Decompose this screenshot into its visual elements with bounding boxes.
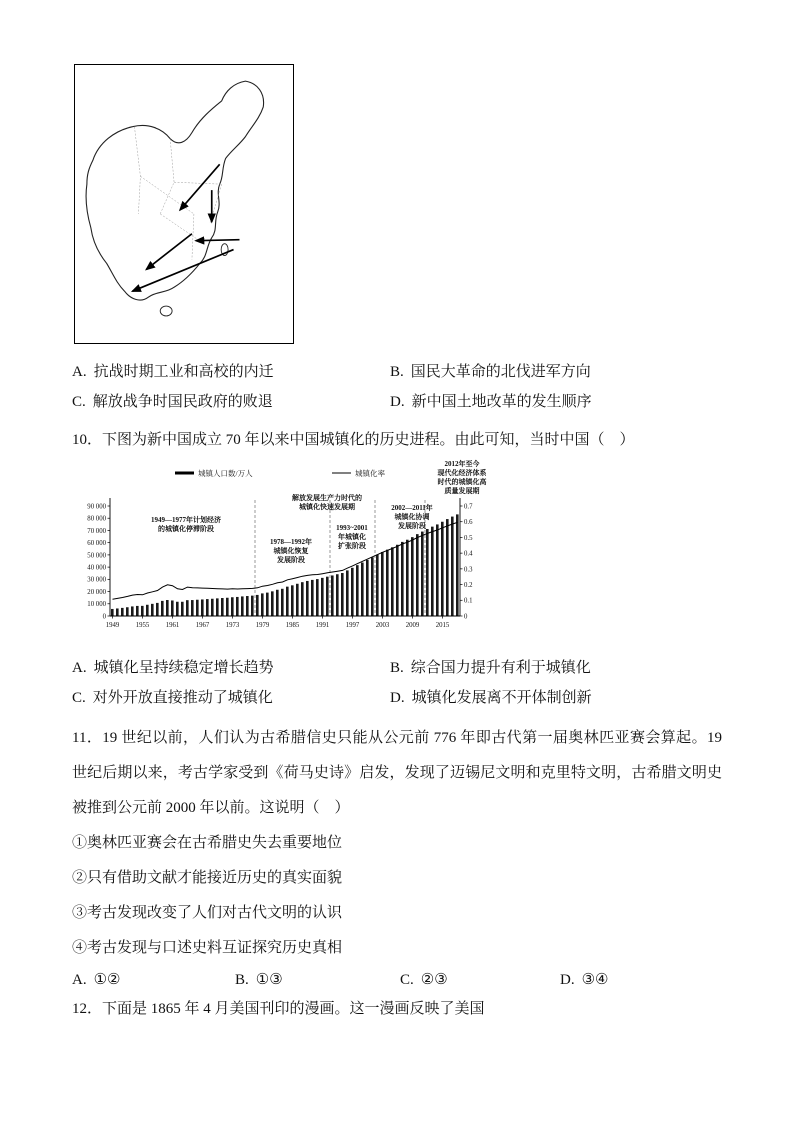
option-label: D. <box>390 689 405 706</box>
svg-text:40 000: 40 000 <box>87 564 106 572</box>
q11-option-c <box>400 970 560 991</box>
option-text: 抗战时期工业和高校的内迁 <box>93 364 274 380</box>
option-text: 解放战争时国民政府的败退 <box>92 394 273 410</box>
svg-text:0.3: 0.3 <box>464 565 473 573</box>
svg-text:50 000: 50 000 <box>87 551 106 559</box>
china-outline <box>86 81 263 300</box>
option-text: ②③ <box>420 971 448 988</box>
q10-urbanization-chart <box>80 458 516 646</box>
option-label: A. <box>72 971 87 988</box>
svg-text:2015: 2015 <box>435 621 450 629</box>
svg-text:城镇人口数/万人: 城镇人口数/万人 <box>198 468 253 478</box>
china-map <box>75 65 293 343</box>
svg-text:年城镇化: 年城镇化 <box>338 532 366 541</box>
q9-option-d <box>390 392 722 413</box>
svg-text:解放发展生产力时代的: 解放发展生产力时代的 <box>292 493 362 502</box>
option-label: B. <box>235 971 249 988</box>
svg-text:1967: 1967 <box>195 621 210 629</box>
q10-option-c <box>72 688 390 709</box>
svg-text:1997: 1997 <box>345 621 360 629</box>
svg-text:1955: 1955 <box>135 621 150 629</box>
q9-option-c <box>72 392 390 413</box>
svg-text:现代化经济体系: 现代化经济体系 <box>437 468 487 477</box>
svg-text:0.1: 0.1 <box>464 597 473 605</box>
svg-text:60 000: 60 000 <box>87 539 106 547</box>
option-text: ①③ <box>255 971 283 988</box>
q11-option-a <box>72 970 235 991</box>
option-label: B. <box>390 364 404 380</box>
q11-option-d <box>560 970 722 991</box>
q11-item-4: ④考古发现与口述史料互证探究历史真相 <box>72 939 343 956</box>
svg-text:80 000: 80 000 <box>87 515 106 523</box>
svg-text:1979: 1979 <box>255 621 270 629</box>
option-text: 城镇化呈持续稳定增长趋势 <box>93 659 274 676</box>
q11-options <box>72 970 722 991</box>
svg-text:1961: 1961 <box>165 621 180 629</box>
q10-option-d <box>390 688 722 709</box>
svg-text:0: 0 <box>464 612 468 620</box>
svg-text:20 000: 20 000 <box>87 588 106 596</box>
svg-text:1949—1977年计划经济: 1949—1977年计划经济 <box>151 515 221 524</box>
q10-option-a <box>72 658 390 679</box>
option-label: C. <box>72 394 86 410</box>
svg-text:扩张阶段: 扩张阶段 <box>338 541 366 550</box>
option-text: 新中国土地改革的发生顺序 <box>411 394 592 410</box>
q11-item-1: ①奥林匹亚赛会在古希腊史失去重要地位 <box>72 834 343 851</box>
q10-stem: 10．下图为新中国成立 70 年以来中国城镇化的历史进程。由此可知，当时中国（ ） <box>72 432 635 448</box>
q10-option-b <box>390 658 722 679</box>
q11-stem: 11．19 世纪以前，人们认为古希腊信史只能从公元前 776 年即古代第一届奥林匹亚赛会算起。19 世纪后期以来，考古学家受到《荷马史诗》启发，发现了迈锡尼文明和克里特文明，古希腊文明史被推到公元前 2000 年以前。这说明（ ） <box>72 729 722 816</box>
migration-arrows <box>132 164 239 291</box>
svg-text:发展阶段: 发展阶段 <box>398 521 426 530</box>
svg-text:0.5: 0.5 <box>464 534 473 542</box>
q9-options <box>72 362 722 413</box>
svg-text:1985: 1985 <box>285 621 300 629</box>
svg-text:0.7: 0.7 <box>464 502 473 510</box>
svg-text:0: 0 <box>102 612 106 620</box>
svg-text:0.2: 0.2 <box>464 581 473 589</box>
svg-text:1993~2001: 1993~2001 <box>336 523 368 532</box>
urbanization-chart-svg <box>80 458 516 646</box>
q9-option-b <box>390 362 722 383</box>
svg-text:1949: 1949 <box>105 621 120 629</box>
svg-text:0.6: 0.6 <box>464 518 473 526</box>
q11-item-3: ③考古发现改变了人们对古代文明的认识 <box>72 904 343 921</box>
svg-text:2002—2011年: 2002—2011年 <box>391 503 433 512</box>
svg-text:70 000: 70 000 <box>87 527 106 535</box>
q10-options <box>72 658 722 709</box>
svg-text:发展阶段: 发展阶段 <box>277 555 305 564</box>
option-label: A. <box>72 659 87 676</box>
svg-text:1991: 1991 <box>315 621 330 629</box>
svg-text:1973: 1973 <box>225 621 240 629</box>
q9-china-map-figure <box>74 64 294 344</box>
svg-text:城镇化恢复: 城镇化恢复 <box>273 546 309 555</box>
svg-text:2009: 2009 <box>405 621 420 629</box>
option-label: C. <box>400 971 414 988</box>
svg-text:90 000: 90 000 <box>87 502 106 510</box>
option-text: ①② <box>93 971 121 988</box>
option-label: B. <box>390 659 404 676</box>
option-text: 国民大革命的北伐进军方向 <box>410 364 591 380</box>
q12-stem: 12．下面是 1865 年 4 月美国刊印的漫画。这一漫画反映了美国 <box>72 1000 485 1017</box>
option-text: 综合国力提升有利于城镇化 <box>410 659 591 676</box>
svg-text:时代的城镇化高: 时代的城镇化高 <box>437 477 487 486</box>
option-label: C. <box>72 689 86 706</box>
svg-text:30 000: 30 000 <box>87 576 106 584</box>
svg-text:2012年至今: 2012年至今 <box>444 459 480 468</box>
q11-item-2: ②只有借助文献才能接近历史的真实面貌 <box>72 869 343 886</box>
svg-text:0.4: 0.4 <box>464 550 473 558</box>
hainan-island <box>160 306 172 316</box>
svg-text:2003: 2003 <box>375 621 390 629</box>
svg-text:城镇化协调: 城镇化协调 <box>394 512 430 521</box>
svg-text:质量发展期: 质量发展期 <box>444 486 480 495</box>
option-text: ③④ <box>581 971 609 988</box>
option-label: A. <box>72 364 87 380</box>
svg-text:10 000: 10 000 <box>87 600 106 608</box>
svg-text:的城镇化停滞阶段: 的城镇化停滞阶段 <box>158 524 214 533</box>
q11-option-b <box>235 970 400 991</box>
option-label: D. <box>390 394 405 410</box>
option-label: D. <box>560 971 575 988</box>
svg-text:城镇化快速发展期: 城镇化快速发展期 <box>299 502 355 511</box>
svg-text:1978—1992年: 1978—1992年 <box>270 537 312 546</box>
option-text: 对外开放直接推动了城镇化 <box>92 689 273 706</box>
q9-option-a <box>72 362 390 383</box>
option-text: 城镇化发展离不开体制创新 <box>411 689 592 706</box>
svg-text:城镇化率: 城镇化率 <box>355 468 385 478</box>
